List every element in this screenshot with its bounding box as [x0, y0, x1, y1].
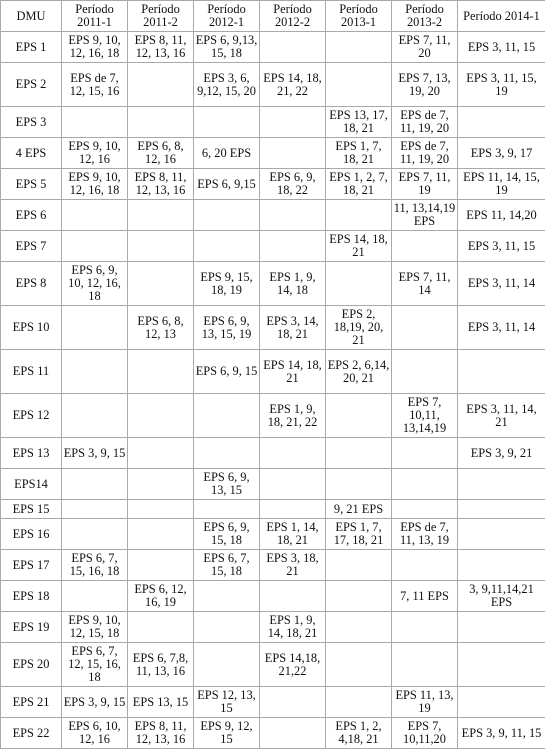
peer-cell	[128, 550, 194, 581]
peer-cell	[128, 612, 194, 643]
peer-cell	[194, 612, 260, 643]
peer-cell	[62, 231, 128, 262]
peer-cell: EPS 3, 6, 9,12, 15, 20	[194, 63, 260, 107]
peer-cell	[194, 438, 260, 469]
peer-cell	[458, 500, 545, 519]
peer-cell: EPS 14, 18, 21, 22	[260, 63, 326, 107]
peer-cell: 7, 11 EPS	[392, 581, 458, 612]
peer-cell	[392, 500, 458, 519]
peer-cell	[128, 438, 194, 469]
peer-cell: EPS 8, 11, 12, 13, 16	[128, 718, 194, 749]
table-body	[1, 32, 545, 749]
dmu-cell: EPS 10	[1, 306, 62, 350]
peer-cell	[260, 138, 326, 169]
peer-cell	[458, 643, 545, 687]
peer-cell: EPS 3, 11, 14	[458, 306, 545, 350]
peer-cell: EPS 9, 10, 12, 16, 18	[62, 32, 128, 63]
column-header: Período 2012-2	[260, 1, 326, 32]
column-header: Período 2011-1	[62, 1, 128, 32]
dmu-cell: EPS 3	[1, 107, 62, 138]
peer-cell	[62, 200, 128, 231]
table-row	[1, 169, 545, 200]
peer-cell: EPS 1, 7, 18, 21	[326, 138, 392, 169]
peer-cell: EPS 6, 9,15	[194, 169, 260, 200]
peer-cell	[194, 500, 260, 519]
peer-cell	[326, 262, 392, 306]
peer-cell	[326, 612, 392, 643]
peer-cell	[62, 500, 128, 519]
peer-cell: EPS 9, 10, 12, 16	[62, 138, 128, 169]
peer-cell: EPS 3, 11, 15	[458, 32, 545, 63]
peer-cell	[62, 107, 128, 138]
peer-cell: EPS 7, 10,11, 13,14,19	[392, 394, 458, 438]
peer-cell: EPS 6, 7,8, 11, 13, 16	[128, 643, 194, 687]
peer-cell: EPS 1, 7, 17, 18, 21	[326, 519, 392, 550]
peer-cell	[128, 394, 194, 438]
peer-cell: 11, 13,14,19 EPS	[392, 200, 458, 231]
peer-cell: EPS 8, 11, 12, 13, 16	[128, 169, 194, 200]
peer-cell: EPS 13, 17, 18, 21	[326, 107, 392, 138]
dmu-cell: 4 EPS	[1, 138, 62, 169]
dmu-cell: EPS 5	[1, 169, 62, 200]
peer-cell	[260, 32, 326, 63]
peer-cell: EPS 3, 9, 21	[458, 438, 545, 469]
peer-cell	[458, 107, 545, 138]
peer-cell: EPS 1, 2, 7, 18, 21	[326, 169, 392, 200]
peer-cell	[62, 519, 128, 550]
peer-cell: EPS 3, 11, 15, 19	[458, 63, 545, 107]
peer-cell	[62, 306, 128, 350]
peer-cell	[62, 469, 128, 500]
peer-cell: EPS 3, 9, 17	[458, 138, 545, 169]
peer-cell: EPS 6, 9, 13, 15	[194, 469, 260, 500]
dmu-cell: EPS14	[1, 469, 62, 500]
peer-cell: EPS 7, 11, 14	[392, 262, 458, 306]
peer-cell	[128, 469, 194, 500]
table-row	[1, 262, 545, 306]
table-row	[1, 519, 545, 550]
dmu-cell: EPS 22	[1, 718, 62, 749]
peer-cell	[260, 107, 326, 138]
peer-cell	[194, 107, 260, 138]
peer-cell: EPS de 7, 12, 15, 16	[62, 63, 128, 107]
peer-cell: EPS 3, 9, 15	[62, 687, 128, 718]
table-row	[1, 612, 545, 643]
peer-cell	[260, 687, 326, 718]
peer-cell: EPS 1, 9, 14, 18, 21	[260, 612, 326, 643]
peer-cell	[392, 469, 458, 500]
peer-cell: EPS 6, 7, 15, 18	[194, 550, 260, 581]
table-row	[1, 138, 545, 169]
dmu-cell: EPS 7	[1, 231, 62, 262]
peer-cell	[62, 581, 128, 612]
dmu-cell: EPS 1	[1, 32, 62, 63]
peer-cell: EPS 7, 13, 19, 20	[392, 63, 458, 107]
peer-cell	[326, 643, 392, 687]
table-row	[1, 350, 545, 394]
peer-cell	[62, 394, 128, 438]
peer-cell: EPS 9, 12, 15	[194, 718, 260, 749]
table-row	[1, 32, 545, 63]
peer-cell: EPS 14, 18, 21	[260, 350, 326, 394]
table-row	[1, 550, 545, 581]
peer-cell: EPS 2, 6,14, 20, 21	[326, 350, 392, 394]
table-row	[1, 643, 545, 687]
table-row	[1, 394, 545, 438]
table-header	[1, 1, 545, 32]
peer-cell	[458, 350, 545, 394]
peer-cell: EPS 3, 9, 15	[62, 438, 128, 469]
peer-cell: 3, 9,11,14,21 EPS	[458, 581, 545, 612]
peer-cell	[194, 231, 260, 262]
peer-cell: EPS 3, 14, 18, 21	[260, 306, 326, 350]
column-header: Período 2013-2	[392, 1, 458, 32]
peer-cell	[128, 63, 194, 107]
peer-cell: EPS 2, 18,19, 20, 21	[326, 306, 392, 350]
peer-cell	[326, 438, 392, 469]
peer-cell: EPS 3, 9, 11, 15	[458, 718, 545, 749]
column-header: Período 2013-1	[326, 1, 392, 32]
peer-cell: EPS 3, 11, 14	[458, 262, 545, 306]
peer-cell: EPS 8, 11, 12, 13, 16	[128, 32, 194, 63]
peer-cell	[392, 350, 458, 394]
peer-cell: EPS 9, 15, 18, 19	[194, 262, 260, 306]
peer-cell: EPS de 7, 11, 13, 19	[392, 519, 458, 550]
peer-cell: EPS 9, 10, 12, 16, 18	[62, 169, 128, 200]
table-row	[1, 718, 545, 749]
table-row	[1, 231, 545, 262]
peer-cell	[392, 550, 458, 581]
peer-cell: EPS 6, 9, 15	[194, 350, 260, 394]
peer-cell: EPS 7, 11, 19	[392, 169, 458, 200]
dmu-cell: EPS 13	[1, 438, 62, 469]
peer-cell	[128, 107, 194, 138]
peer-cell	[458, 550, 545, 581]
peer-cell	[326, 581, 392, 612]
table-row	[1, 200, 545, 231]
peer-cell	[326, 32, 392, 63]
peer-cell: EPS 7, 10,11,20	[392, 718, 458, 749]
peer-cell	[392, 643, 458, 687]
peer-cell	[326, 550, 392, 581]
peer-cell: EPS 6, 7, 15, 16, 18	[62, 550, 128, 581]
peer-cell	[260, 200, 326, 231]
peer-cell	[128, 519, 194, 550]
peer-cell: EPS 7, 11, 20	[392, 32, 458, 63]
table-row	[1, 469, 545, 500]
peer-cell: EPS 14,18, 21,22	[260, 643, 326, 687]
peer-cell	[260, 231, 326, 262]
dmu-cell: EPS 18	[1, 581, 62, 612]
column-header: Período 2012-1	[194, 1, 260, 32]
peer-cell	[260, 500, 326, 519]
peer-cell	[326, 469, 392, 500]
peer-cell: EPS 1, 2, 4,18, 21	[326, 718, 392, 749]
peer-cell: EPS de 7, 11, 19, 20	[392, 107, 458, 138]
peer-cell	[128, 500, 194, 519]
peer-cell: EPS 12, 13, 15	[194, 687, 260, 718]
table-row	[1, 63, 545, 107]
dmu-cell: EPS 11	[1, 350, 62, 394]
peer-cell: EPS 6, 9, 15, 18	[194, 519, 260, 550]
peer-cell: EPS 9, 10, 12, 15, 18	[62, 612, 128, 643]
peer-cell: EPS 3, 18, 21	[260, 550, 326, 581]
peer-cell	[128, 350, 194, 394]
peer-cell: 6, 20 EPS	[194, 138, 260, 169]
peer-cell: EPS 6, 8, 12, 13	[128, 306, 194, 350]
peer-cell: EPS 6, 7, 12, 15, 16, 18	[62, 643, 128, 687]
dmu-cell: EPS 8	[1, 262, 62, 306]
peer-cell	[260, 581, 326, 612]
peer-cell	[458, 469, 545, 500]
peer-cell	[458, 519, 545, 550]
peer-cell	[392, 612, 458, 643]
peer-cell: EPS 11, 14, 15, 19	[458, 169, 545, 200]
dmu-cell: EPS 19	[1, 612, 62, 643]
peer-cell: EPS 6, 9, 13, 15, 19	[194, 306, 260, 350]
dmu-cell: EPS 2	[1, 63, 62, 107]
peer-cell	[194, 394, 260, 438]
dmu-cell: EPS 15	[1, 500, 62, 519]
peer-cell	[194, 581, 260, 612]
peer-cell	[194, 200, 260, 231]
table-row	[1, 500, 545, 519]
dmu-cell: EPS 20	[1, 643, 62, 687]
peer-cell	[260, 438, 326, 469]
peer-cell	[62, 350, 128, 394]
peer-cell: EPS 6, 9, 10, 12, 16, 18	[62, 262, 128, 306]
peer-cell: EPS 3, 11, 15	[458, 231, 545, 262]
dmu-cell: EPS 6	[1, 200, 62, 231]
column-header: Período 2014-1	[458, 1, 545, 32]
column-header: DMU	[1, 1, 62, 32]
peer-cell	[326, 63, 392, 107]
peer-cell: EPS 11, 14,20	[458, 200, 545, 231]
peer-cell: 9, 21 EPS	[326, 500, 392, 519]
peer-cell	[128, 262, 194, 306]
peer-cell: EPS 6, 9,13, 15, 18	[194, 32, 260, 63]
peer-cell	[326, 200, 392, 231]
peer-cell	[392, 306, 458, 350]
peer-cell: EPS 13, 15	[128, 687, 194, 718]
dmu-cell: EPS 12	[1, 394, 62, 438]
peer-cell	[392, 231, 458, 262]
table-row	[1, 687, 545, 718]
peer-cell: EPS de 7, 11, 19, 20	[392, 138, 458, 169]
peer-cell: EPS 3, 11, 14, 21	[458, 394, 545, 438]
dmu-cell: EPS 17	[1, 550, 62, 581]
peer-cell	[128, 200, 194, 231]
dmu-cell: EPS 16	[1, 519, 62, 550]
peer-cell: EPS 6, 9, 18, 22	[260, 169, 326, 200]
table-row	[1, 438, 545, 469]
peer-cell	[260, 718, 326, 749]
peer-cell: EPS 1, 14, 18, 21	[260, 519, 326, 550]
peer-cell: EPS 1, 9, 14, 18	[260, 262, 326, 306]
peer-cell	[128, 231, 194, 262]
table-row	[1, 581, 545, 612]
peer-cell: EPS 6, 10, 12, 16	[62, 718, 128, 749]
peer-cell: EPS 14, 18, 21	[326, 231, 392, 262]
peer-cell	[458, 687, 545, 718]
peer-cell	[326, 394, 392, 438]
peer-cell	[326, 687, 392, 718]
dmu-cell: EPS 21	[1, 687, 62, 718]
peer-cell: EPS 1, 9, 18, 21, 22	[260, 394, 326, 438]
peer-cell	[458, 612, 545, 643]
table-row	[1, 107, 545, 138]
peer-cell	[392, 438, 458, 469]
header-row	[1, 1, 545, 32]
peer-cell	[260, 469, 326, 500]
column-header: Período 2011-2	[128, 1, 194, 32]
peer-cell: EPS 6, 8, 12, 16	[128, 138, 194, 169]
table-row	[1, 306, 545, 350]
peer-cell	[194, 643, 260, 687]
peer-cell: EPS 11, 13, 19	[392, 687, 458, 718]
peer-cell: EPS 6, 12, 16, 19	[128, 581, 194, 612]
